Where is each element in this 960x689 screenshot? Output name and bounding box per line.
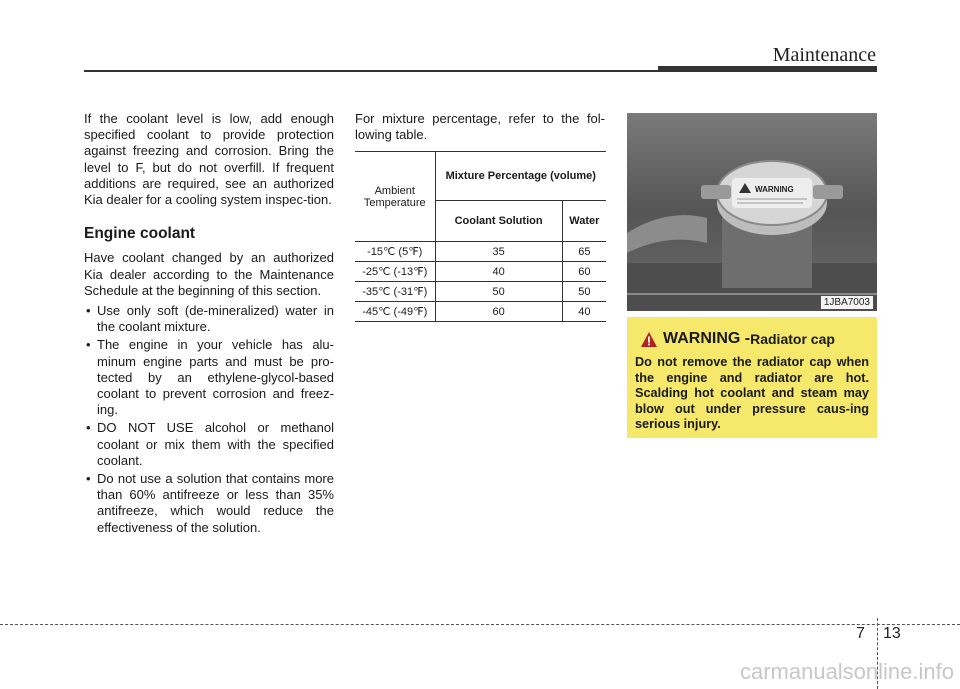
- table-row: [355, 302, 606, 322]
- bullet-item: • The engine in your vehicle has alu-minum engine parts and must be pro-tected by an ethylene-glycol-based coolant to prevent corrosion and freez-ing.: [84, 337, 334, 418]
- cell-water: 50: [562, 282, 606, 302]
- bullet-item: • Use only soft (de-mineralized) water in the coolant mixture.: [84, 303, 334, 335]
- warning-title: [641, 330, 869, 348]
- cell-coolant: 60: [435, 302, 562, 322]
- cap-warning-text: WARNING: [755, 185, 794, 194]
- warning-body: Do not remove the radiator cap when the engine and radiator are hot. Scalding hot coolant and steam may blow out under pressure caus-ing serious injury.: [635, 355, 869, 431]
- warning-box: [627, 317, 877, 438]
- cell-water: 65: [562, 242, 606, 262]
- footer-divider: [0, 624, 960, 625]
- cell-water: 40: [562, 302, 606, 322]
- table-row: [355, 242, 606, 262]
- cell-temperature: -35℃ (-31℉): [355, 282, 435, 302]
- header-water: Water: [562, 201, 606, 242]
- mixture-intro-text: For mixture percentage, refer to the fol-lowing table.: [355, 111, 605, 143]
- cell-coolant: 35: [435, 242, 562, 262]
- photo-code-label: 1JBA7003: [821, 296, 873, 309]
- radiator-cap-illustration: [627, 113, 877, 311]
- warning-label: WARNING -: [663, 330, 751, 347]
- cell-coolant: 50: [435, 282, 562, 302]
- header-ambient-temperature: Ambient Temperature: [355, 152, 435, 242]
- header-coolant-solution: Coolant Solution: [435, 201, 562, 242]
- chapter-number: 7: [856, 625, 865, 642]
- engine-coolant-heading: Engine coolant: [84, 225, 196, 243]
- engine-coolant-paragraph: Have coolant changed by an authorized Kia dealer according to the Maintenance Schedule at the beginning of this section.: [84, 250, 334, 298]
- left-column: [84, 111, 334, 538]
- table-row: [355, 262, 606, 282]
- section-title: Maintenance: [772, 44, 876, 66]
- bullet-item: • Do not use a solution that contains more than 60% antifreeze or less than 35% antifreeze, which would reduce the effectiveness of the solution.: [84, 471, 334, 536]
- watermark: carmanualsonline.info: [739, 659, 954, 684]
- bullet-item: • DO NOT USE alcohol or methanol coolant or mix them with the specified coolant.: [84, 420, 334, 469]
- header-rule-thick: [658, 66, 877, 72]
- header-rule-thin: [84, 70, 664, 72]
- coolant-intro-paragraph: If the coolant level is low, add enough specified coolant to provide protection against freezing and corrosion. Bring the level to F, but do not overfill. If frequent additions are required, see an authorized Kia dealer for a cooling system inspec-tion.: [84, 111, 334, 208]
- header-mixture-percentage: Mixture Percentage (volume): [435, 152, 606, 201]
- warning-triangle-icon: [641, 332, 657, 347]
- warning-subject: Radiator cap: [750, 331, 835, 347]
- cell-coolant: 40: [435, 262, 562, 282]
- cell-temperature: -25℃ (-13℉): [355, 262, 435, 282]
- coolant-bullet-list: [84, 303, 334, 536]
- page-number: 13: [883, 625, 901, 642]
- cell-temperature: -15℃ (5℉): [355, 242, 435, 262]
- mixture-table: [355, 151, 606, 322]
- radiator-cap-photo: [627, 113, 877, 311]
- cell-water: 60: [562, 262, 606, 282]
- cell-temperature: -45℃ (-49℉): [355, 302, 435, 322]
- table-row: [355, 282, 606, 302]
